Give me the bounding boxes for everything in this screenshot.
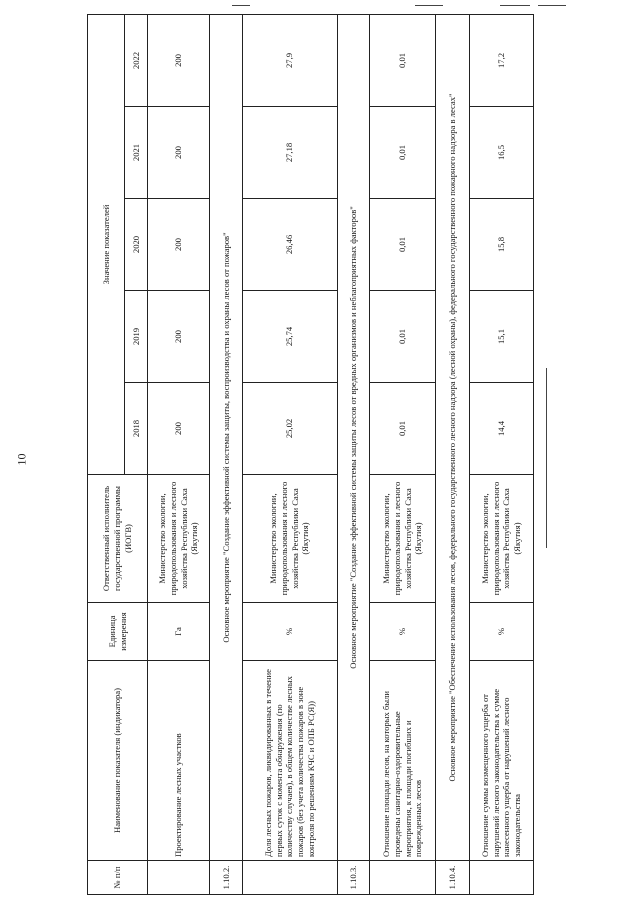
row-value: 0,01 (370, 383, 436, 475)
table-row (242, 14, 337, 894)
row-executor: Министерство экологии, природопользования и лесного хозяйства Республики Саха (Якутия) (148, 475, 210, 603)
header-no: № п/п (88, 861, 148, 895)
row-value: 15,1 (469, 291, 533, 383)
row-indicator: Доля лесных пожаров, ликвидированных в течение первых суток с момента обнаружения (по количеству случаев), в общем количестве лесных пожаров (без учета количества пожаров в зоне контроля по решениям КЧС и ОПБ РС(Я)) (242, 661, 337, 861)
row-value: 0,01 (370, 107, 436, 199)
header-row (88, 14, 125, 894)
row-no (370, 861, 436, 895)
row-value: 200 (148, 107, 210, 199)
section-no: 1.10.2. (210, 861, 242, 895)
row-value: 200 (148, 383, 210, 475)
indicators-table-sheet (87, 15, 534, 895)
row-indicator: Отношение суммы возмещенного ущерба от нарушений лесного законодательства к сумме нанесенного ущерба от нарушений лесного законодательства (469, 661, 533, 861)
row-unit: % (469, 603, 533, 661)
section-row (337, 14, 369, 894)
table-row (148, 14, 210, 894)
row-value: 25,74 (242, 291, 337, 383)
row-value: 16,5 (469, 107, 533, 199)
row-value: 0,01 (370, 14, 436, 106)
table-row (370, 14, 436, 894)
row-value: 200 (148, 199, 210, 291)
row-value: 27,18 (242, 107, 337, 199)
row-unit: % (370, 603, 436, 661)
row-no (469, 861, 533, 895)
divider-line (546, 368, 547, 548)
row-value: 200 (148, 14, 210, 106)
row-executor: Министерство экологии, природопользования и лесного хозяйства Республики Саха (Якутия) (242, 475, 337, 603)
section-title: Основное мероприятие "Создание эффективной системы защиты лесов от вредных организмов и неблагоприятных факторов" (337, 14, 369, 860)
section-row (436, 14, 469, 894)
row-indicator: Проектирование лесных участков (148, 661, 210, 861)
row-value: 25,02 (242, 383, 337, 475)
page-number: 10 (14, 453, 29, 466)
row-executor: Министерство экологии, природопользования и лесного хозяйства Республики Саха (Якутия) (469, 475, 533, 603)
row-indicator: Отношение площади лесов, на которых были проведены санитарно-оздоровительные мероприятия, к площади погибших и поврежденных лесов (370, 661, 436, 861)
scan-edge-line (538, 5, 566, 6)
header-unit: Единица измерения (88, 603, 148, 661)
row-value: 17,2 (469, 14, 533, 106)
section-no: 1.10.4. (436, 861, 469, 895)
row-value: 15,8 (469, 199, 533, 291)
row-executor: Министерство экологии, природопользования и лесного хозяйства Республики Саха (Якутия) (370, 475, 436, 603)
row-value: 0,01 (370, 199, 436, 291)
row-value: 14,4 (469, 383, 533, 475)
header-year: 2021 (125, 107, 148, 199)
indicators-table (87, 14, 534, 895)
header-year: 2020 (125, 199, 148, 291)
scan-edge-line (500, 5, 530, 6)
section-title: Основное мероприятие "Обеспечение использования лесов, федерального государственного лесного надзора (лесной охраны), федерального государственного пожарного надзора в лесах" (436, 14, 469, 860)
row-unit: % (242, 603, 337, 661)
row-value: 0,01 (370, 291, 436, 383)
row-no (148, 861, 210, 895)
row-value: 27,9 (242, 14, 337, 106)
table-row (469, 14, 533, 894)
header-year: 2018 (125, 383, 148, 475)
section-title: Основное мероприятие "Создание эффективной системы защиты, воспроизводства и охраны лесов от пожаров" (210, 14, 242, 860)
row-value: 26,46 (242, 199, 337, 291)
scan-edge-line (232, 5, 250, 6)
section-row (210, 14, 242, 894)
scan-edge-line (415, 5, 443, 6)
row-value: 200 (148, 291, 210, 383)
header-values-group: Значение показателей (88, 14, 125, 474)
row-unit: Га (148, 603, 210, 661)
header-year: 2022 (125, 14, 148, 106)
section-no: 1.10.3. (337, 861, 369, 895)
header-year: 2019 (125, 291, 148, 383)
header-indicator: Наименование показателя (индикатора) (88, 661, 148, 861)
row-no (242, 861, 337, 895)
header-executor: Ответственный исполнитель государственной программы (ИОГВ) (88, 475, 148, 603)
